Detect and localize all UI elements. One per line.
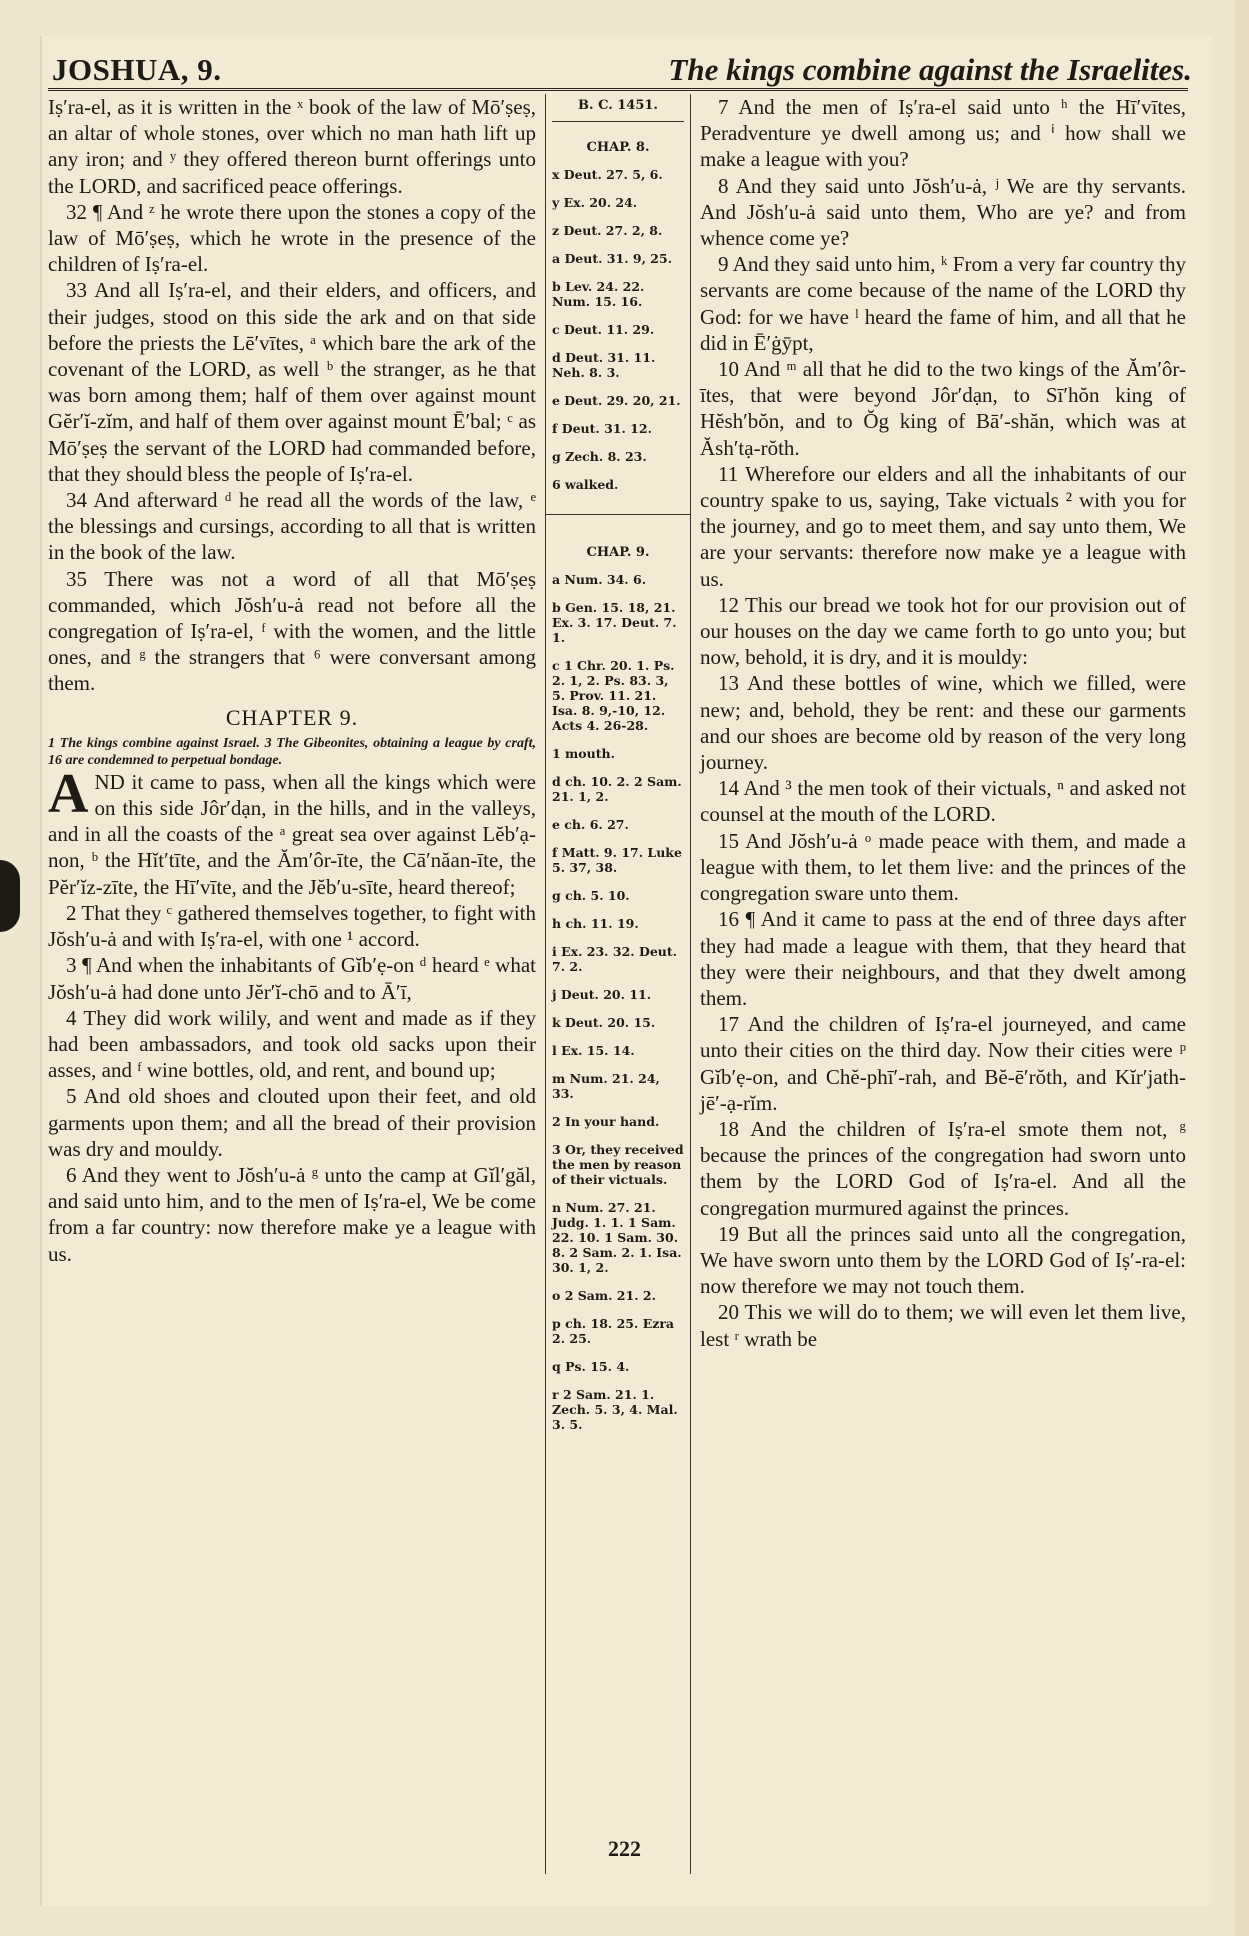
page-number: 222 [608,1836,641,1861]
verse-first [48,762,536,900]
verse-text: ND it came to pass, when all the kings which were on this side Jôr′dạn, in the hills, and in the valleys, and in all the coasts of the ᵃ great sea over against Lĕb′ạ-non, ᵇ the Hĭt′tīte, and the Ăm′ôr-īte, the Cā′năan-īte, the Pĕr′ĭz-zīte, the Hī′vīte, and the Jĕb′u-sīte, heard thereof; [48,769,536,899]
running-title: The kings combine against the Israelites. [668,52,1192,87]
cross-reference: c Deut. 11. 29. [552,322,655,337]
header-rule [48,88,1188,91]
chapter-synopsis: 1 The kings combine against Israel. 3 The Gibeonites, obtaining a league by craft, 16 are condemned to perpetual bondage. [48,735,536,768]
cross-reference: d Deut. 31. 11. Neh. 8. 3. [552,350,656,380]
verse: 32 ¶ And ᶻ he wrote there upon the stones a copy of the law of Mō′ṣeṣ, which he wrote in the presence of the children of Iṣ′ra-el. [48,199,536,277]
verse: 5 And old shoes and clouted upon their feet, and old garments upon them; and all the bread of their provision was dry and mouldy. [48,1084,536,1161]
verse: 4 They did work wilily, and went and made as if they had been ambassadors, and took old sacks upon their asses, and ᶠ wine bottles, old, and rent, and bound up; [48,1005,536,1083]
cross-reference: o 2 Sam. 21. 2. [552,1288,656,1303]
cross-reference: p ch. 18. 25. Ezra 2. 25. [552,1316,675,1346]
date-label: B. C. 1451. [552,94,684,122]
book-chapter-heading: JOSHUA, 9. [52,52,222,87]
chap8-references [552,167,684,492]
verse: Iṣ′ra-el, as it is written in the ˣ book of the law of Mō′ṣeṣ, an altar of whole stones, over which no man hath lift up any iron; and ʸ they offered thereon burnt offerings unto the LORD, and sacrificed peace offerings. [48,95,536,198]
cross-reference: d ch. 10. 2. 2 Sam. 21. 1, 2. [552,774,682,804]
cross-reference: a Deut. 31. 9, 25. [552,251,673,266]
verse: 8 And they said unto Jŏsh′u-ȧ, ʲ We are thy servants. And Jŏsh′u-ȧ said unto them, Who are ye? and from whence come ye? [700,173,1186,251]
reference-divider [546,514,690,515]
page-edge [1235,0,1249,1936]
cross-reference: 6 walked. [552,477,619,492]
verse: 3 ¶ And when the inhabitants of Gĭb′ẹ-on ᵈ heard ᵉ what Jŏsh′u-ȧ had done unto Jĕr′ĭ-chō and to Ā′ī, [48,953,536,1004]
left-column [48,94,536,1267]
cross-reference: 3 Or, they received the men by reason of their victuals. [552,1142,684,1187]
cross-reference: 2 In your hand. [552,1114,660,1129]
verse: 35 There was not a word of all that Mō′ṣeṣ commanded, which Jŏsh′u-ȧ read not before all the congregation of Iṣ′ra-el, ᶠ with the women, and the little ones, and ᵍ the strangers that ⁶ were conversant among them. [48,566,536,696]
verse: 7 And the men of Iṣ′ra-el said unto ʰ the Hī′vītes, Peradventure ye dwell among us; and ⁱ how shall we make a league with you? [700,95,1186,172]
chap9-label: CHAP. 9. [586,545,650,560]
cross-reference: g ch. 5. 10. [552,888,630,903]
cross-reference: m Num. 21. 24, 33. [552,1071,660,1101]
verse: 17 And the children of Iṣ′ra-el journeyed, and came unto their cities on the third day. Now their cities were ᵖ Gĭb′ẹ-on, and Chĕ-phī′-rah, and Bĕ-ē′rŏth, and Kĭr′jath-jē′-ạ-rĭm. [700,1012,1186,1115]
cross-reference: l Ex. 15. 14. [552,1043,635,1058]
chap9-references [552,572,684,1432]
verse: 19 But all the princes said unto all the congregation, We have sworn unto them by the LORD God of Iṣ′-ra-el: now therefore we may not touch them. [700,1221,1186,1299]
cross-reference: f Matt. 9. 17. Luke 5. 37, 38. [552,845,682,875]
verse: 10 And ᵐ all that he did to the two kings of the Ăm′ôr-ītes, that were beyond Jôr′dạn, to Sī′hŏn king of Hĕsh′bŏn, and to Ŏg king of Bā′-shăn, which was at Ăsh′tạ-rŏth. [700,357,1186,460]
cross-reference: q Ps. 15. 4. [552,1359,630,1374]
verse: 33 And all Iṣ′ra-el, and their elders, and officers, and their judges, stood on this side the ark and on that side before the priests the Lē′vītes, ᵃ which bare the ark of the covenant of the LORD, as well ᵇ the stranger, as he that was born among them; half of them over against mount Gĕr′ĭ-zĭm, and half of them over against mount Ē′bal; ᶜ as Mō′ṣeṣ the servant of the LORD had commanded before, that they should bless the people of Iṣ′ra-el. [48,278,536,486]
verse: 20 This we will do to them; we will even let them live, lest ʳ wrath be [700,1300,1186,1351]
cross-reference: h ch. 11. 19. [552,916,639,931]
page-header [52,40,1192,88]
cross-reference: f Deut. 31. 12. [552,421,652,436]
cross-reference: c 1 Chr. 20. 1. Ps. 2. 1, 2. Ps. 83. 3, 5. Prov. 11. 21. Isa. 8. 9,-10, 12. Acts 4. 26-28. [552,658,675,733]
cross-reference: n Num. 27. 21. Judg. 1. 1. 1 Sam. 22. 10. 1 Sam. 30. 8. 2 Sam. 2. 1. Isa. 30. 1, 2. [552,1200,682,1275]
cross-reference: k Deut. 20. 15. [552,1015,656,1030]
verse: 12 This our bread we took hot for our provision out of our houses on the day we came forth to go unto you; but now, behold, it is dry, and it is mouldy: [700,592,1186,670]
verse: 18 And the children of Iṣ′ra-el smote them not, ᵍ because the princes of the congregation had sworn unto them by the LORD God of Iṣ′ra-el. And all the congregation murmured against the princes. [700,1116,1186,1220]
cross-reference: e ch. 6. 27. [552,817,629,832]
verse: 6 And they went to Jŏsh′u-ȧ ᵍ unto the camp at Gĭl′găl, and said unto him, and to the men of Iṣ′ra-el, We be come from a far country: now therefore make ye a league with us. [48,1162,536,1266]
verse: 9 And they said unto him, ᵏ From a very far country thy servants are come because of the name of the LORD thy God: for we have ˡ heard the fame of him, and all that he did in Ē′ġȳpt, [700,252,1186,355]
cross-reference: a Num. 34. 6. [552,572,647,587]
cross-reference: r 2 Sam. 21. 1. Zech. 5. 3, 4. Mal. 3. 5. [552,1387,678,1432]
verse: 11 Wherefore our elders and all the inhabitants of our country spake to us, saying, Take victuals ² with you for the journey, and go to meet them, and say unto them, We are your servants: therefore now make ye a league with us. [700,461,1186,591]
right-column [700,94,1186,1352]
cross-reference: b Lev. 24. 22. Num. 15. 16. [552,279,645,309]
cross-reference-column [545,94,691,1874]
cross-reference: z Deut. 27. 2, 8. [552,223,663,238]
chapter-title: CHAPTER 9. [225,704,359,730]
thumb-index-tab [0,860,20,932]
cross-reference: y Ex. 20. 24. [552,195,638,210]
verse: 34 And afterward ᵈ he read all the words of the law, ᵉ the blessings and cursings, according to all that is written in the book of the law. [48,488,536,565]
cross-reference: b Gen. 15. 18, 21. Ex. 3. 17. Deut. 7. 1. [552,600,677,645]
cross-reference: i Ex. 23. 32. Deut. 7. 2. [552,944,677,974]
cross-reference: j Deut. 20. 11. [552,987,652,1002]
chap8-label: CHAP. 8. [586,140,650,155]
cross-reference: g Zech. 8. 23. [552,449,647,464]
verse: 16 ¶ And it came to pass at the end of three days after they had made a league with them, that they heard that they were their neighbours, and that they dwelt among them. [700,907,1186,1010]
drop-cap: A [48,762,89,825]
cross-reference: e Deut. 29. 20, 21. [552,393,681,408]
cross-reference: x Deut. 27. 5, 6. [552,167,663,182]
cross-reference: 1 mouth. [552,746,615,761]
verse: 2 That they ᶜ gathered themselves together, to fight with Jŏsh′u-ȧ and with Iṣ′ra-el, with one ¹ accord. [48,900,536,952]
verse: 15 And Jŏsh′u-ȧ ᵒ made peace with them, and made a league with them, to let them live: and the princes of the congregation sware unto them. [700,828,1186,906]
verse: 14 And ³ the men took of their victuals, ⁿ and asked not counsel at the mouth of the LORD. [700,776,1186,827]
verse: 13 And these bottles of wine, which we filled, were new; and, behold, they be rent: and these our garments and our shoes are become old by reason of the very long journey. [700,671,1186,775]
